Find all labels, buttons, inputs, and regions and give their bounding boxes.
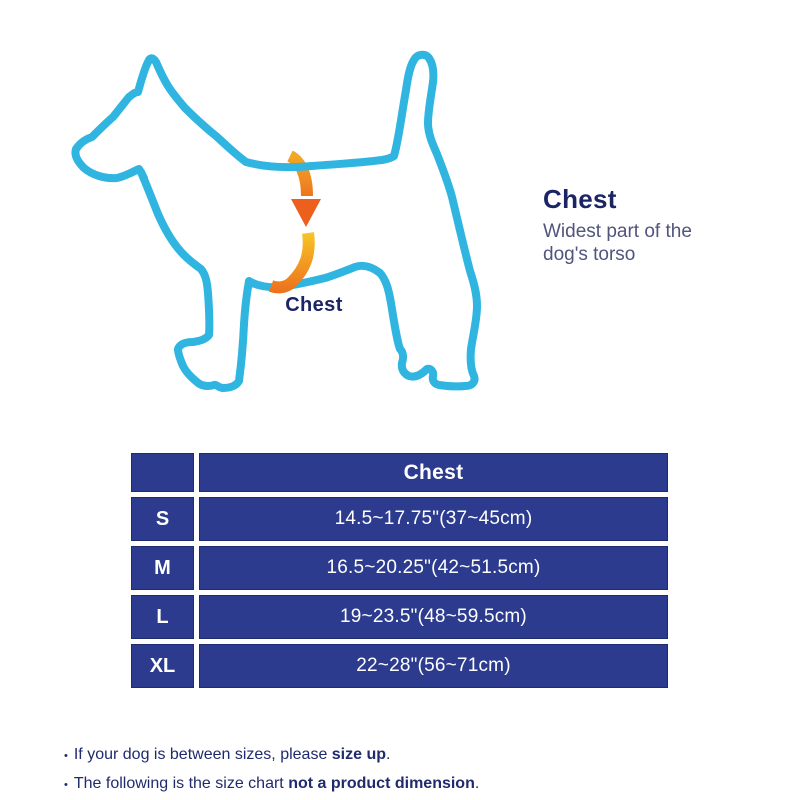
callout-title: Chest bbox=[543, 184, 617, 214]
size-label-s: S bbox=[131, 497, 194, 541]
note-2-text: The following is the size chart bbox=[73, 775, 289, 792]
note-2-bold: not a product dimension bbox=[288, 775, 475, 792]
note-line-1 bbox=[64, 746, 479, 764]
note-line-2 bbox=[64, 775, 479, 793]
note-2-period: . bbox=[474, 775, 480, 792]
illustration-chest-label: Chest bbox=[285, 294, 343, 316]
bullet-icon: • bbox=[64, 750, 68, 762]
dog-measurement-illustration bbox=[0, 0, 560, 460]
bullet-icon: • bbox=[64, 779, 68, 791]
size-value-l: 19~23.5"(48~59.5cm) bbox=[199, 595, 668, 639]
table-header-chest: Chest bbox=[199, 453, 668, 492]
size-value-xl: 22~28"(56~71cm) bbox=[199, 644, 668, 688]
callout-subtitle-line2: dog's torso bbox=[543, 244, 636, 265]
note-1-text: If your dog is between sizes, please bbox=[73, 746, 332, 763]
measuring-tape-upper bbox=[290, 156, 307, 196]
table-corner-cell bbox=[131, 453, 194, 492]
chest-callout bbox=[543, 184, 733, 266]
size-value-m: 16.5~20.25"(42~51.5cm) bbox=[199, 546, 668, 590]
note-1-bold: size up bbox=[331, 746, 387, 763]
footnotes bbox=[64, 746, 479, 800]
size-table bbox=[131, 453, 668, 688]
callout-subtitle-line1: Widest part of the bbox=[543, 221, 692, 242]
dog-outline bbox=[75, 55, 477, 388]
size-value-s: 14.5~17.75"(37~45cm) bbox=[199, 497, 668, 541]
down-arrow-icon bbox=[291, 199, 321, 227]
note-1-period: . bbox=[386, 746, 391, 763]
size-label-xl: XL bbox=[131, 644, 194, 688]
callout-subtitle bbox=[543, 220, 733, 266]
size-label-m: M bbox=[131, 546, 194, 590]
size-label-l: L bbox=[131, 595, 194, 639]
